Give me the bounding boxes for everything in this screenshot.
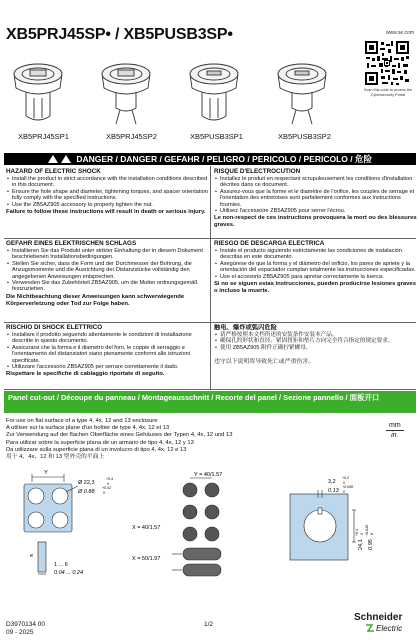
row-divider [4, 238, 416, 239]
column-divider [210, 166, 211, 389]
keyhole-h-mm: 24,1 [358, 539, 364, 550]
cutout-dia-in-tol-plus: +0.02 [102, 486, 112, 490]
hazard-block-zh [214, 324, 418, 366]
brand-sub: Electric [376, 624, 403, 633]
panel-line: A utiliser sur la surface plane d'un boîtier de type 4, 4x, 12 et 13 [6, 425, 170, 432]
website-url[interactable]: www.se.com [385, 30, 414, 36]
hazard-item: • Use the ZB5AZ905 accessory to properly tighten the nut. [6, 202, 210, 208]
hazard-item: • Installez le produit en respectant scrupuleusement les conditions d'installation décrites dans ce document. [214, 176, 418, 189]
units-legend [386, 421, 404, 440]
panel-cutout-heading: Panel cut-out / Découpe du panneau / Montageausschnitt / Recorte del panel / Sezione pannello / 面板开口 [4, 391, 416, 413]
unit-in: in. [391, 432, 399, 439]
schneider-electric-logo [352, 606, 412, 636]
cutout-dia-in-tol-zero: 0 [103, 491, 105, 495]
hazard-item: • Asegúrese de que la forma y el diámetro del orificio, los pares de apriete y la orientación del espaciador cumplan totalmente las instrucciones especificadas. [214, 261, 418, 274]
row-divider [4, 389, 416, 390]
unit-mm: mm [386, 421, 404, 431]
hazard-item: • Assicurarsi che la forma e il diametro del foro, le coppie di serraggio e l'orientamento del distanziatori siano pienamente conformi alle istruzioni specificate. [6, 345, 210, 364]
hazard-item: • 确保孔的形状和直径、紧固扭矩和垫片方向完全符合指定的规定要求。 [214, 338, 418, 344]
hazard-block-en [6, 168, 210, 216]
product-label-3: XB5PUSB3SP1 [190, 132, 243, 141]
hazard-item: • Verwenden Sie das Zubehörteil ZB5AZ905, um die Mutter ordnungsgemäß festzuziehen. [6, 280, 210, 293]
danger-banner-text: DANGER / DANGER / GEFAHR / PELIGRO / PERICOLO / PERICOLO / 危险 [76, 154, 372, 164]
hazard-failure: Le non-respect de ces instructions provoquera la mort ou des blessures graves. [214, 215, 417, 229]
keyhole-w-in-tol-plus: +0.008 [342, 485, 354, 489]
product-illustration-xb5pusb3sp2 [274, 58, 330, 128]
doc-number: D3970134 00 [6, 621, 46, 628]
hazard-item: • Stellen Sie sicher, dass die Form und der Durchmesser der Bohrung, die Anzugsmomente und die Ausrichtung der Distanzstücke vollständig den angegebenen Anweisungen entsprechen. [6, 261, 210, 280]
panel-usage-text [6, 418, 346, 461]
footer-doc-info [6, 621, 45, 637]
spacing-x1: X = 40/1.57 [132, 525, 161, 531]
qr-code[interactable] [364, 40, 410, 86]
hazard-failure: Rispettare le specifiche di cablaggio riportate di seguito. [6, 371, 165, 378]
hazard-heading: 触电、爆炸或弧闪危险 [214, 324, 277, 331]
panel-line: Zur Verwendung auf der flachen Oberfläche eines Gehäuses der Typen 4, 4x, 12 und 13 [6, 432, 233, 439]
keyhole-h-in-tol-zero: 0 [370, 533, 374, 535]
warning-triangle-icon [48, 155, 58, 163]
doc-date: 09 - 2025 [6, 629, 34, 636]
hazard-failure: Die Nichtbeachtung dieser Anweisungen kann schwerwiegende Körperverletzung oder Tod zur Folge haben. [6, 293, 185, 307]
keyhole-w-mm-tol-zero: 0 [343, 481, 345, 485]
cutout-dia-tol-plus: +0,4 [106, 477, 114, 481]
keyhole-h-in: 0.95 [368, 539, 374, 550]
cutout-label-y: Y [44, 470, 48, 476]
cutout-dia-tol-zero: 0 [107, 482, 109, 486]
warning-triangle-icon [61, 155, 71, 163]
cutout-drawing [8, 470, 128, 585]
keyhole-w-in-tol-zero: 0 [343, 490, 345, 494]
hazard-failure: Si no se siguen estas instrucciones, pueden producirse lesiones graves o incluso la muerte. [214, 281, 416, 295]
product-illustration-xb5pusb3sp1 [186, 58, 242, 128]
spacing-drawing [132, 472, 282, 586]
danger-banner [4, 153, 416, 165]
keyhole-h-mm-tol-plus: +0,4 [355, 528, 359, 536]
brand-name: Schneider [354, 612, 403, 623]
panel-line: Para utilizar sobre la superficie plana de un armario de tipo 4, 4x, 12 y 13 [6, 439, 194, 446]
keyhole-w-in: 0.13 [328, 488, 339, 494]
panel-line: 用于 4、4x、12 和 13 型外壳的平面上 [6, 454, 105, 461]
keyhole-drawing [286, 474, 384, 576]
hazard-item: • 使用 ZB5AZ905 附件正确拧紧螺母。 [214, 345, 418, 351]
hazard-item: • Instale el producto siguiendo estrictamente las condiciones de instalación descritas en este documento. [214, 248, 418, 261]
hazard-block-de [6, 240, 210, 308]
cutout-dia-in: Ø 0.88 [78, 489, 95, 495]
product-illustration-xb5prj45sp2 [98, 58, 154, 128]
qr-scan-note: Scan this code to access the Cybersecurity Portal [363, 88, 413, 97]
hazard-block-es [214, 240, 418, 295]
hazard-item: • Utilisez l'accessoire ZB5AZ905 pour serrer l'écrou. [214, 208, 418, 214]
cutout-label-e: e [30, 553, 34, 559]
hazard-item: • Use el accesorio ZB5AZ905 para apretar correctamente la tuerca. [214, 274, 418, 280]
hazard-item: • Assurez-vous que la forme et le diamètre de l'orifice, les couples de serrage et l'orientation des entretoises sont parfaitement conformes aux instructions fournies. [214, 189, 418, 208]
product-illustration-xb5prj45sp1 [10, 58, 66, 128]
spacing-y: Y = 40/1.57 [194, 472, 223, 478]
hazard-heading: GEFAHR EINES ELEKTRISCHEN SCHLAGS [6, 240, 137, 247]
cutout-thickness-mm: 1 ... 6 [54, 562, 68, 568]
hazard-item: • 请严格按照本文档所述的安装条件安装本产品。 [214, 332, 418, 338]
hazard-item: • Installieren Sie das Produkt unter strikter Einhaltung der in diesem Dokument beschriebenen Installationsbedingungen. [6, 248, 210, 261]
product-label-4: XB5PUSB3SP2 [278, 132, 331, 141]
keyhole-w-mm-tol-plus: +0,2 [342, 476, 350, 480]
product-label-2: XB5PRJ45SP2 [106, 132, 157, 141]
document-title: XB5PRJ45SP• / XB5PUSB3SP• [6, 26, 233, 43]
hazard-heading: RISCHIO DI SHOCK ELETTRICO [6, 324, 103, 331]
hazard-item: • Installare il prodotto seguendo attentamente le condizioni di installazione descritte in questo documento. [6, 332, 210, 345]
keyhole-w-mm: 3,2 [328, 479, 336, 485]
hazard-item: • Utilizzare l'accessorio ZB5AZ905 per serrare correttamente il dado. [6, 364, 210, 370]
spacing-x2: X = 50/1.97 [132, 556, 161, 562]
hazard-block-fr [214, 168, 418, 229]
product-label-1: XB5PRJ45SP1 [18, 132, 69, 141]
panel-line: For use on flat surface of a type 4, 4x, 12 and 13 enclosure [6, 418, 158, 424]
hazard-failure: 违守以下说明将导致死亡或严重伤害。 [214, 359, 315, 366]
page-number: 1/2 [204, 621, 214, 628]
keyhole-h-mm-tol-zero: 0 [360, 533, 364, 535]
hazard-heading: RIESGO DE DESCARGA ELÉCTRICA [214, 240, 325, 247]
hazard-block-it [6, 324, 210, 378]
hazard-item: • Install the product in strict accordance with the installation conditions described in this document. [6, 176, 210, 189]
hazard-failure: Failure to follow these instructions will result in death or serious injury. [6, 209, 206, 216]
cutout-dia: Ø 22,3 [78, 480, 95, 486]
panel-line: Da utilizzare sulla superficie piana di un involucro di tipo 4, 4x, 12 e 13 [6, 446, 187, 453]
hazard-heading: HAZARD OF ELECTRIC SHOCK [6, 168, 101, 175]
cutout-thickness-in: 0.04 ... 0.24 [54, 570, 84, 576]
row-divider [4, 322, 416, 323]
keyhole-h-in-tol-plus: +0.016 [365, 524, 369, 536]
hazard-heading: RISQUE D'ELECTROCUTION [214, 168, 301, 175]
hazard-item: • Ensure the hole shape and diameter, tightening torques, and spacer orientation fully comply with the specified instructions. [6, 189, 210, 202]
